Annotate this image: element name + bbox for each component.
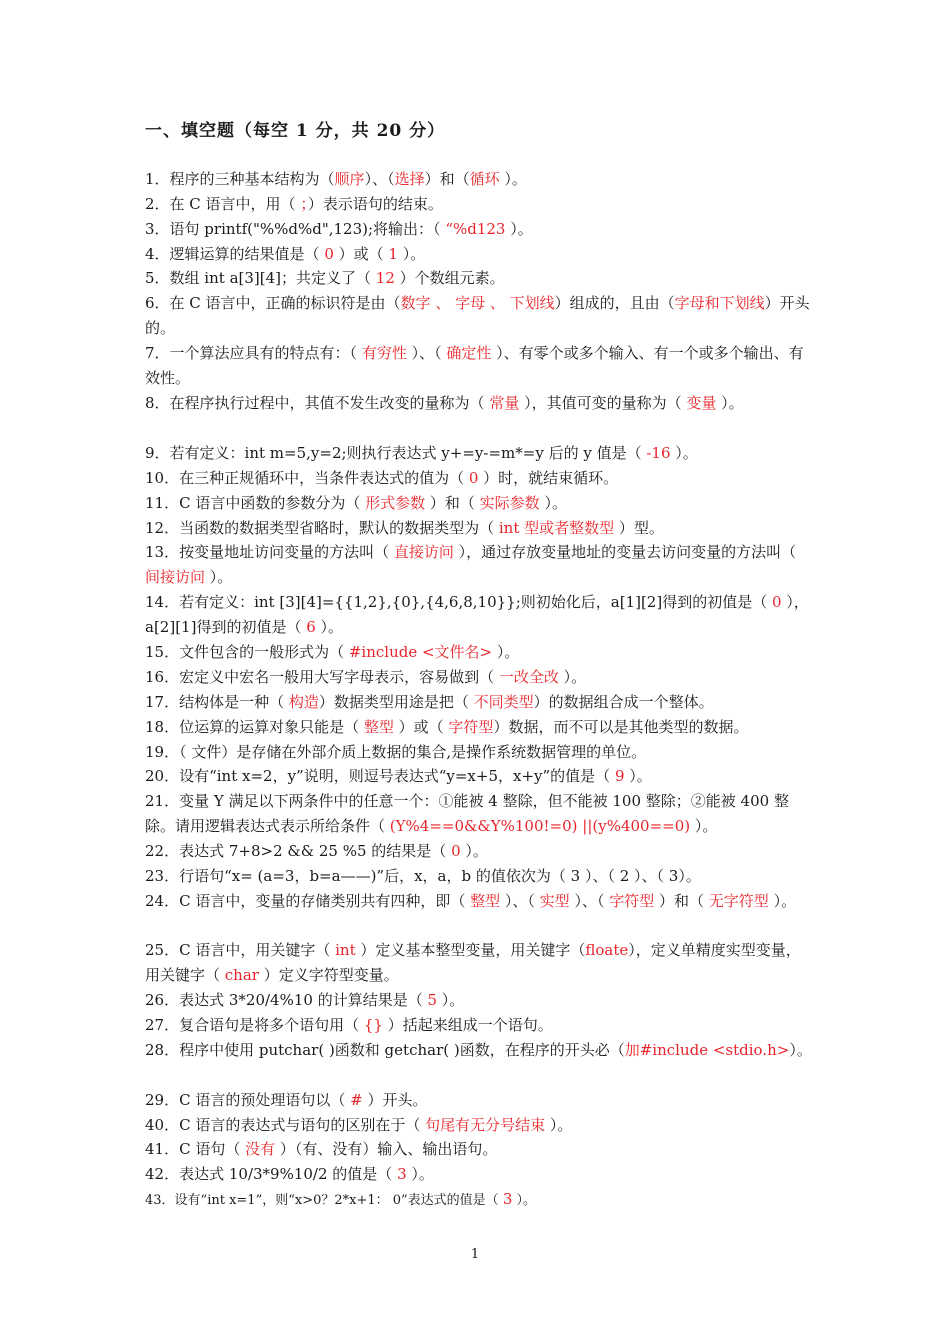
page-number: 1	[470, 1247, 480, 1262]
question-10: 10．在三种正规循环中，当条件表达式的值为（ 0 ）时，就结束循环。	[145, 469, 619, 487]
question-5: 5．数组 int a[3][4]；共定义了（ 12 ）个数组元素。	[145, 269, 505, 287]
question-14: 14．若有定义：int [3][4]={{1,2},{0},{4,6,8,10}};则初始化后，a[1][2]得到的初值是（ 0 ），a[2][1]得到的初值是（ 6 ）。	[145, 593, 809, 636]
question-8: 8．在程序执行过程中，其值不发生改变的量称为（ 常量 ），其值可变的量称为（ 变量 ）。	[145, 394, 744, 412]
question-20: 20．设有“int x=2，y”说明，则逗号表达式“y=x+5，x+y”的值是（ 9 ）。	[145, 767, 652, 785]
question-29: 29．C 语言的预处理语句以（ # ）开头。	[145, 1091, 428, 1109]
question-43: 43．设有“int x=1”，则“x>0？2*x+1： 0”表达式的值是（ 3 ）。	[145, 1190, 536, 1208]
question-11: 11．C 语言中函数的参数分为（ 形式参数 ）和（ 实际参数 ）。	[145, 494, 567, 512]
question-7: 7．一个算法应具有的特点有：（ 有穷性 ）、（ 确定性 ）、有零个或多个输入、有一个或多个输出、有效性。	[145, 344, 804, 387]
question-13: 13．按变量地址访问变量的方法叫（ 直接访问 ），通过存放变量地址的变量去访问变量的方法叫（ 间接访问 ）。	[145, 543, 797, 586]
question-23: 23．行语句“x= (a=3，b=a——)”后，x，a，b 的值依次为（ 3 ）、（ 2 ）、（ 3）。	[145, 867, 701, 885]
question-24: 24．C 语言中，变量的存储类别共有四种，即（ 整型 ）、（ 实型 ）、（ 字符型 ）和（ 无字符型 ）。	[145, 892, 797, 910]
question-4: 4．逻辑运算的结果值是（ 0 ）或（ 1 ）。	[145, 245, 426, 263]
question-19: 19．（ 文件）是存储在外部介质上数据的集合,是操作系统数据管理的单位。	[145, 743, 647, 761]
question-16: 16．宏定义中宏名一般用大写字母表示，容易做到（ 一改全改 ）。	[145, 668, 587, 686]
question-40: 40．C 语言的表达式与语句的区别在于（ 句尾有无分号结束 ）。	[145, 1116, 573, 1134]
question-9: 9．若有定义：int m=5,y=2;则执行表达式 y+=y-=m*=y 后的 y 值是（ -16 ）。	[145, 444, 698, 462]
question-1: 1．程序的三种基本结构为（顺序）、（选择）和（循环 ）。	[145, 170, 527, 188]
question-28: 28．程序中使用 putchar( )函数和 getchar( )函数，在程序的开头必（加#include <stdio.h>）。	[145, 1041, 812, 1059]
question-41: 41．C 语句（ 没有 ）（有、没有）输入、输出语句。	[145, 1140, 498, 1158]
question-17: 17．结构体是一种（ 构造）数据类型用途是把（ 不同类型）的数据组合成一个整体。	[145, 693, 714, 711]
question-26: 26．表达式 3*20/4%10 的计算结果是（ 5 ）。	[145, 991, 465, 1009]
question-15: 15．文件包含的一般形式为（ #include <文件名> ）。	[145, 643, 520, 661]
question-3: 3．语句 printf("%%d%d",123);将输出：（ “%d123 ）。	[145, 220, 533, 238]
question-25: 25．C 语言中，用关键字（ int ）定义基本整型变量，用关键字（floate），定义单精度实型变量，用关键字（ char ）定义字符型变量。	[145, 941, 801, 984]
question-18: 18．位运算的运算对象只能是（ 整型 ）或（ 字符型）数据，而不可以是其他类型的数据。	[145, 718, 749, 736]
question-6: 6．在 C 语言中，正确的标识符是由（数字 、 字母 、 下划线）组成的，且由（字母和下划线）开头的。	[145, 294, 810, 337]
question-21: 21．变量 Y 满足以下两条件中的任意一个：①能被 4 整除，但不能被 100 整除；②能被 400 整除。请用逻辑表达式表示所给条件（ (Y%4==0&&Y%100!=0) ||(y%400==0) ）。	[145, 792, 789, 835]
question-42: 42．表达式 10/3*9%10/2 的值是（ 3 ）。	[145, 1165, 434, 1183]
section-title: 一、填空题（每空 1 分，共 20 分）	[145, 121, 446, 141]
question-27: 27．复合语句是将多个语句用（ {} ）括起来组成一个语句。	[145, 1016, 553, 1034]
question-2: 2．在 C 语言中，用（ ；）表示语句的结束。	[145, 195, 443, 213]
question-22: 22．表达式 7+8>2 && 25 %5 的结果是（ 0 ）。	[145, 842, 488, 860]
question-12: 12．当函数的数据类型省略时，默认的数据类型为（ int 型或者整数型 ）型。	[145, 519, 664, 537]
